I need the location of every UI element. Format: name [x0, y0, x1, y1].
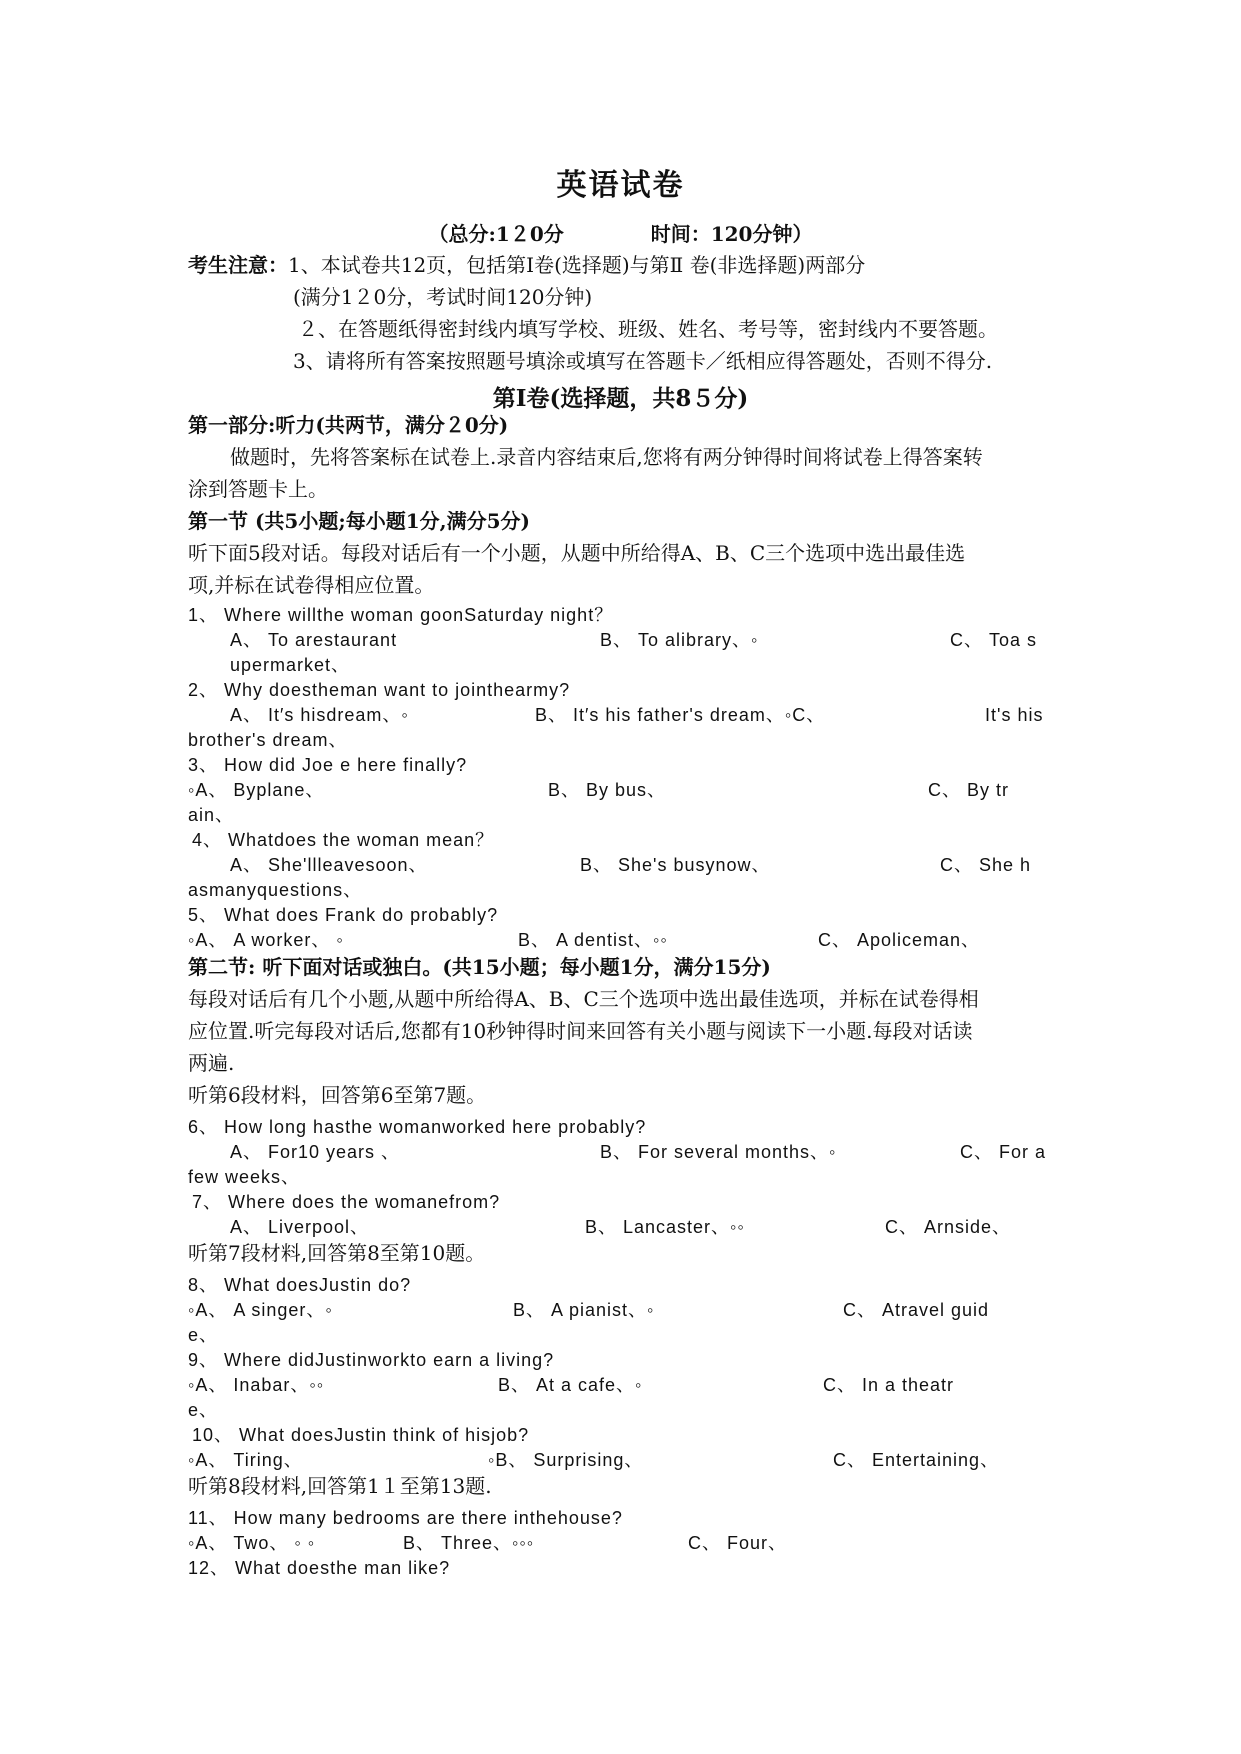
option-a: A、 For10 years 、 [230, 1142, 401, 1162]
option-c: C、 Toa s [950, 630, 1038, 650]
volume1-title: 第Ⅰ卷(选择题，共8５分) [492, 385, 749, 412]
question-1-options [230, 627, 1037, 653]
notice-label: 考生注意： [188, 253, 288, 277]
material-7: 听第7段材料,回答第8至第10题。 [188, 1241, 486, 1265]
question-11: 11、 How many bedrooms are there inthehouse? [188, 1508, 623, 1528]
option-a: ◦A、 A worker、 ◦ [188, 930, 344, 950]
option-a: ◦A、 Tiring、 [188, 1450, 303, 1470]
option-a: ◦A、 Byplane、 [188, 780, 325, 800]
question-8: 8、 What doesJustin do? [188, 1275, 412, 1295]
option-b: B、 A dentist、◦◦ [518, 930, 668, 950]
question-5-options [188, 927, 980, 953]
notice-line-3: 3、请将所有答案按照题号填涂或填写在答题卡／纸相应得答题处，否则不得分. [293, 349, 993, 373]
option-c: C、 Entertaining、 [833, 1450, 1000, 1470]
question-6-wrap: few weeks、 [188, 1167, 301, 1187]
option-b: B、 It′s his father's dream、◦C、 [535, 705, 826, 725]
question-5: 5、 What does Frank do probably? [188, 905, 499, 925]
question-4-options [230, 852, 1031, 878]
option-a: A、 Liverpool、 [230, 1217, 370, 1237]
section1-intro-2: 项,并标在试卷得相应位置。 [188, 573, 435, 597]
question-9: 9、 Where didJustinworkto earn a living? [188, 1350, 555, 1370]
section2-title: 第二节: 听下面对话或独白。(共15小题；每小题1分，满分15分) [188, 955, 771, 979]
option-c: C、 Atravel guid [843, 1300, 990, 1320]
question-12: 12、 What doesthe man like? [188, 1558, 451, 1578]
question-1: 1、 Where willthe woman goonSaturday night？ [188, 605, 614, 625]
question-4-wrap: asmanyquestions、 [188, 880, 363, 900]
option-a: ◦A、 Two、 ◦ ◦ [188, 1533, 316, 1553]
part1-title: 第一部分:听力(共两节，满分２0分) [188, 413, 509, 437]
exam-time: 时间：120分钟） [650, 222, 813, 246]
notice-line-2: ２、在答题纸得密封线内填写学校、班级、姓名、考号等，密封线内不要答题。 [298, 317, 998, 341]
section2-intro-3: 两遍. [188, 1051, 235, 1075]
question-3: 3、 How did Joe e here finally? [188, 755, 468, 775]
part1-intro-1: 做题时，先将答案标在试卷上.录音内容结束后,您将有两分钟得时间将试卷上得答案转 [230, 445, 983, 469]
section2-intro-1: 每段对话后有几个小题,从题中所给得A、B、C三个选项中选出最佳选项，并标在试卷得相 [188, 987, 979, 1011]
question-9-options [188, 1372, 954, 1398]
option-c: It's his [985, 705, 1044, 725]
question-1-wrap: upermarket、 [230, 655, 351, 675]
question-2-options [230, 702, 1043, 728]
section1-intro-1: 听下面5段对话。每段对话后有一个小题，从题中所给得A、B、C三个选项中选出最佳选 [188, 541, 966, 565]
question-2-wrap: brother's dream、 [188, 730, 348, 750]
option-c: C、 She h [940, 855, 1032, 875]
question-9-wrap: e、 [188, 1400, 219, 1420]
option-b: B、 To alibrary、◦ [600, 630, 759, 650]
option-b: B、 A pianist、◦ [513, 1300, 655, 1320]
question-3-options [188, 777, 1009, 803]
option-c: C、 Apoliceman、 [818, 930, 981, 950]
section1-title: 第一节 (共5小题;每小题1分,满分5分) [188, 509, 530, 533]
option-b: B、 She's busynow、 [580, 855, 771, 875]
exam-subtitle [0, 218, 1241, 247]
question-11-options [188, 1530, 787, 1556]
question-10: 10、 What doesJustin think of hisjob? [192, 1425, 530, 1445]
notice-line-1 [188, 252, 865, 278]
option-b: B、 Lancaster、◦◦ [585, 1217, 745, 1237]
option-c: C、 For a [960, 1142, 1047, 1162]
question-7: 7、 Where does the womanefrom? [192, 1192, 501, 1212]
question-7-options [230, 1214, 1011, 1240]
option-c: C、 By tr [928, 780, 1010, 800]
option-c: C、 In a theatr [823, 1375, 955, 1395]
material-8: 听第8段材料,回答第1１至第13题. [188, 1474, 492, 1498]
question-10-options [188, 1447, 999, 1473]
option-a: A、 To arestaurant [230, 630, 398, 650]
question-8-wrap: e、 [188, 1325, 219, 1345]
option-a: ◦A、 A singer、◦ [188, 1300, 333, 1320]
notice-line-1b: (满分1２0分，考试时间120分钟) [293, 285, 593, 309]
question-6-options [230, 1139, 1046, 1165]
question-6: 6、 How long hasthe womanworked here probably? [188, 1117, 647, 1137]
notice-text-1: 1、本试卷共12页，包括第Ⅰ卷(选择题)与第Ⅱ 卷(非选择题)两部分 [288, 253, 866, 277]
option-b: B、 For several months、◦ [600, 1142, 837, 1162]
option-b: B、 Three、◦◦◦ [403, 1533, 535, 1553]
question-4: 4、 Whatdoes the woman mean？ [192, 830, 495, 850]
total-score: （总分:1２0分 [428, 222, 564, 246]
option-b: B、 By bus、 [548, 780, 667, 800]
question-8-options [188, 1297, 989, 1323]
option-b: B、 At a cafe、◦ [498, 1375, 643, 1395]
option-a: A、 It′s hisdream、◦ [230, 705, 409, 725]
option-b: ◦B、 Surprising、 [488, 1450, 644, 1470]
question-2: 2、 Why doestheman want to jointhearmy? [188, 680, 571, 700]
part1-intro-2: 涂到答题卡上。 [188, 477, 328, 501]
question-3-wrap: ain、 [188, 805, 235, 825]
option-c: C、 Arnside、 [885, 1217, 1012, 1237]
material-6: 听第6段材料，回答第6至第7题。 [188, 1083, 487, 1107]
option-a: A、 She'llleavesoon、 [230, 855, 428, 875]
exam-title: 英语试卷 [556, 168, 685, 203]
option-a: ◦A、 Inabar、◦◦ [188, 1375, 325, 1395]
option-c: C、 Four、 [688, 1533, 788, 1553]
section2-intro-2: 应位置.听完每段对话后,您都有10秒钟得时间来回答有关小题与阅读下一小题.每段对话读 [188, 1019, 973, 1043]
